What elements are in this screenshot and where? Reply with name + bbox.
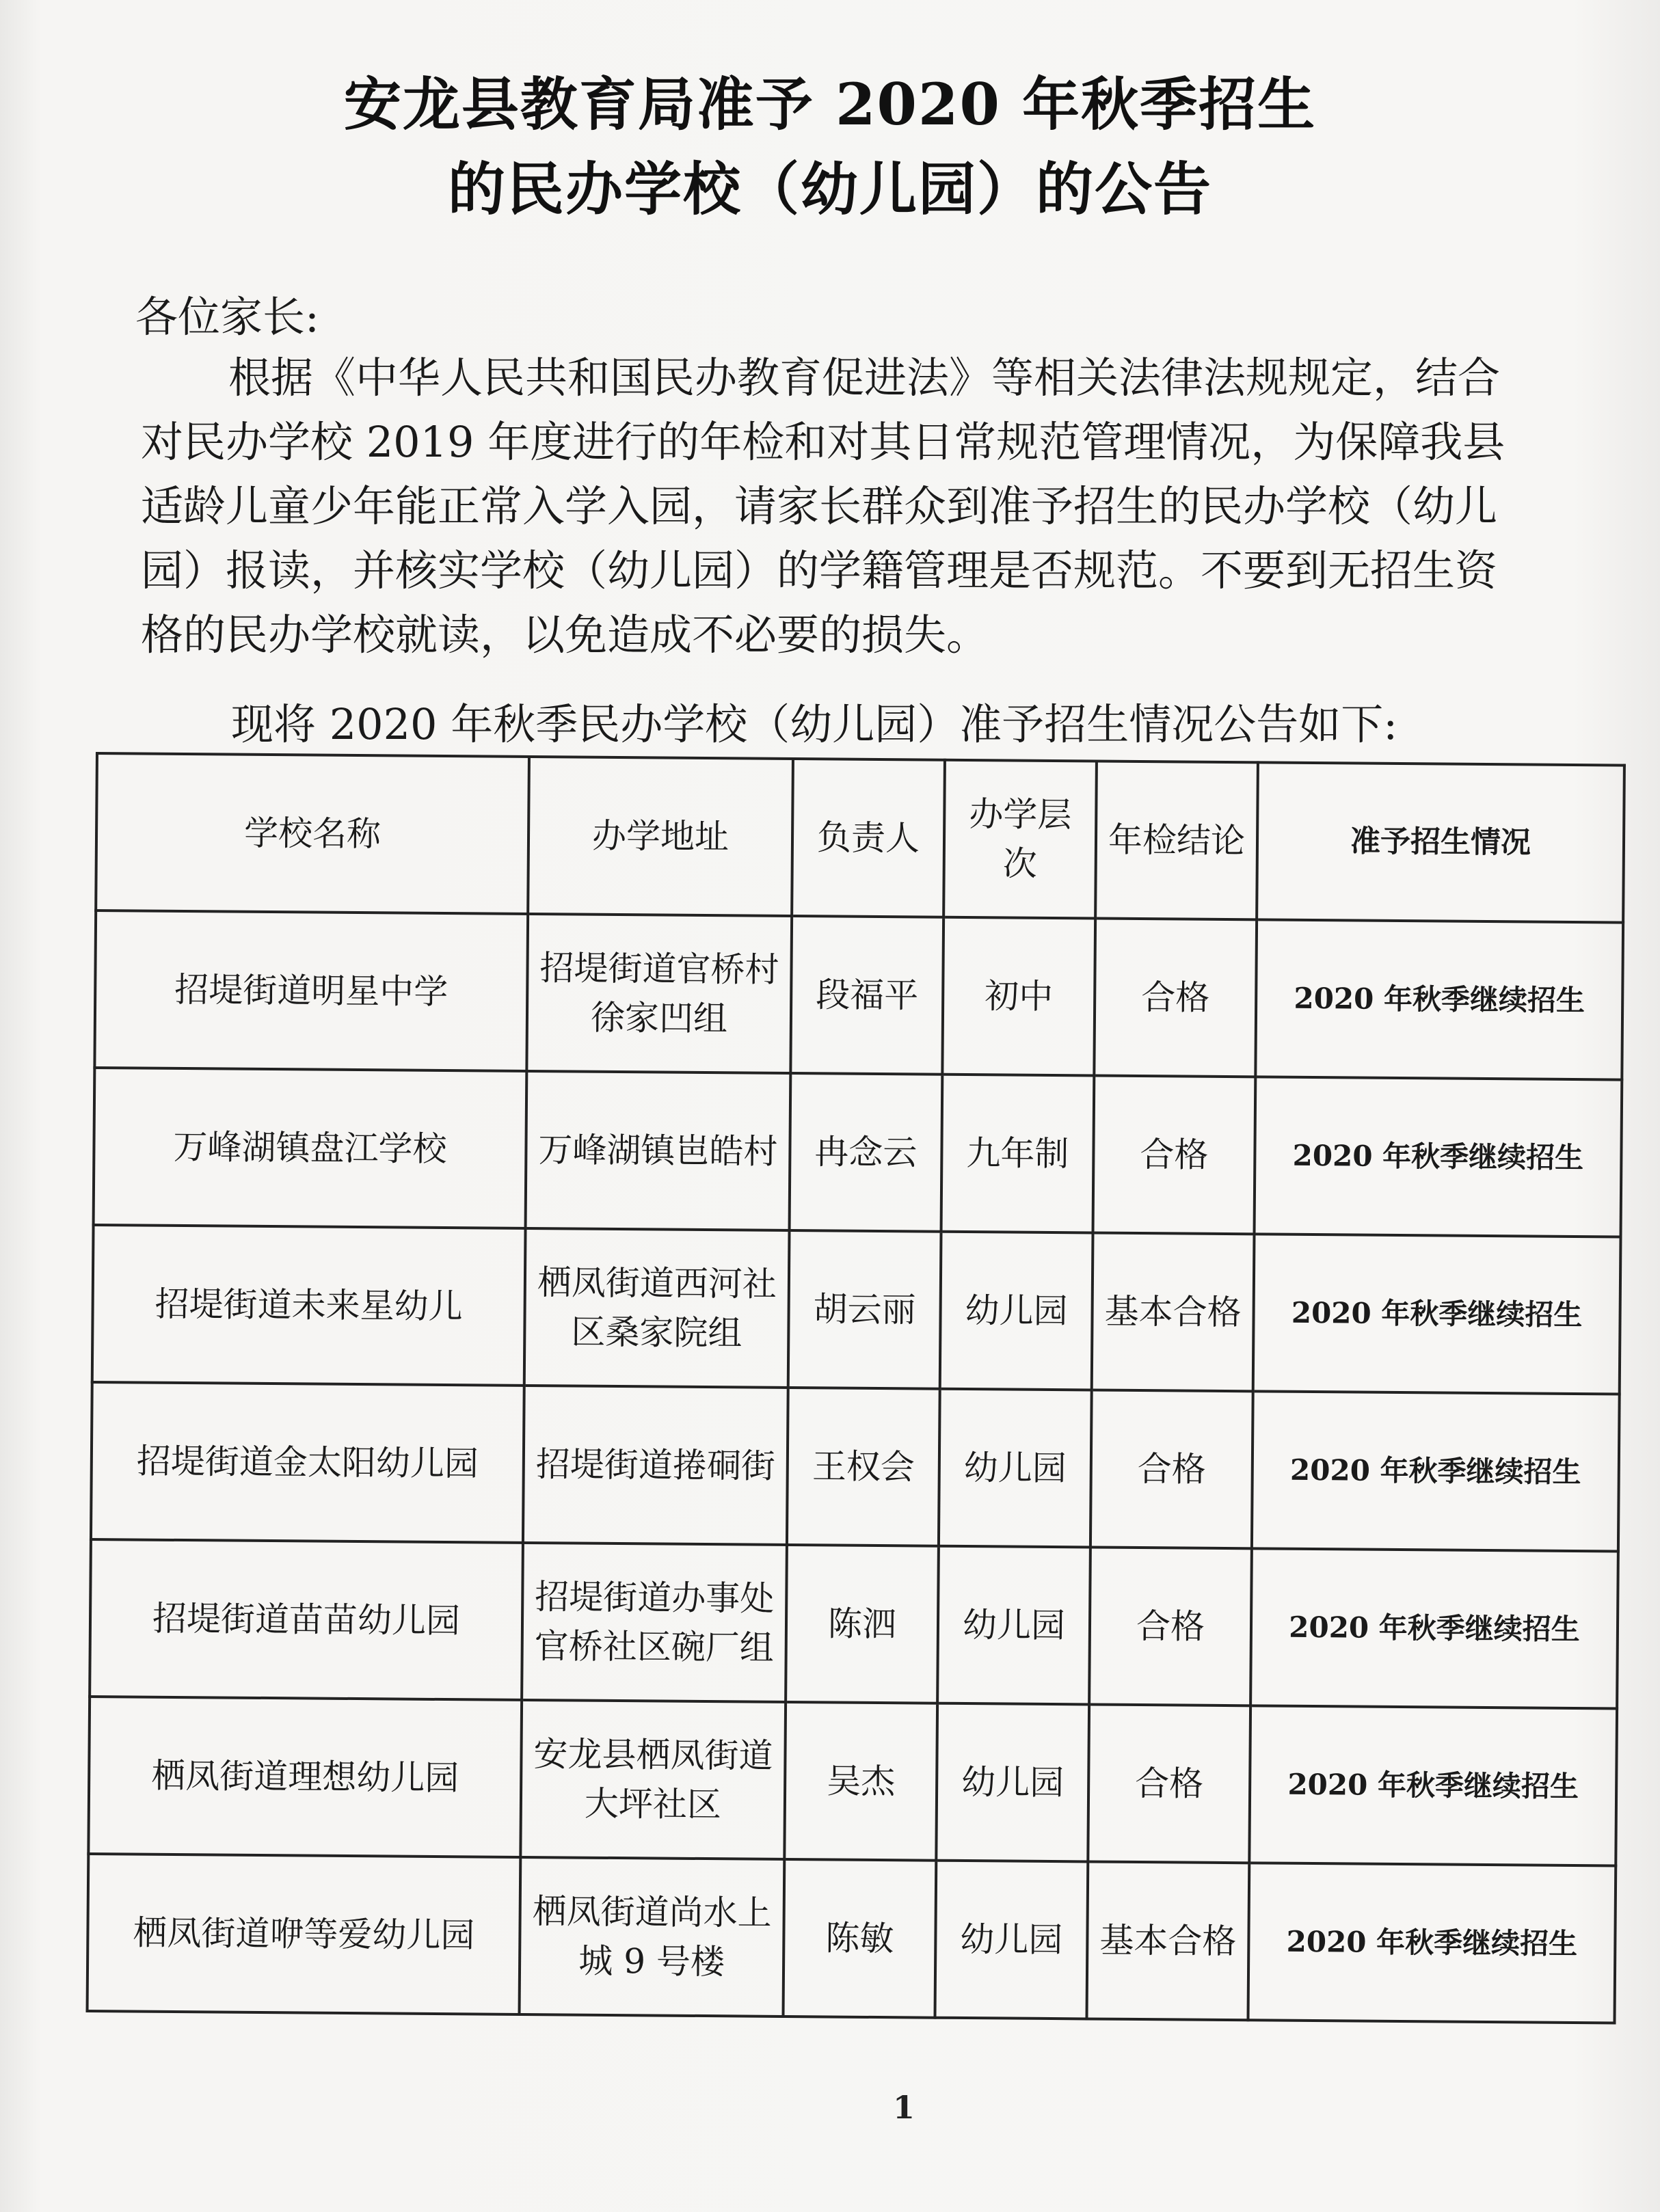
cell-address: 招堤街道官桥村徐家凹组 [526, 914, 792, 1073]
cell-inspection: 合格 [1089, 1547, 1252, 1705]
header-principal: 负责人 [792, 759, 945, 917]
table-row [88, 1697, 1617, 1866]
cell-address: 招堤街道捲硐街 [523, 1386, 788, 1545]
cell-level: 幼儿园 [936, 1703, 1089, 1862]
cell-status: 2020 年秋季继续招生 [1255, 919, 1623, 1079]
school-table [86, 752, 1626, 2025]
cell-principal: 冉念云 [790, 1073, 943, 1232]
cell-address: 安龙县栖凤街道大坪社区 [520, 1700, 786, 1859]
cell-address: 栖凤街道西河社区桑家院组 [524, 1228, 790, 1388]
table-row [91, 1382, 1620, 1552]
cell-level: 幼儿园 [940, 1232, 1093, 1390]
header-school-name: 学校名称 [96, 753, 529, 914]
table-row [94, 911, 1623, 1080]
cell-principal: 陈泗 [786, 1545, 939, 1703]
body-line-2: 对民办学校 2019 年度进行的年检和对其日常规范管理情况，为保障我县 [141, 417, 1505, 467]
body-line-5: 格的民办学校就读，以免造成不必要的损失。 [141, 610, 989, 660]
body-line-3: 适龄儿童少年能正常入学入园，请家长群众到准予招生的民办学校（幼儿 [141, 481, 1498, 531]
cell-level: 幼儿园 [937, 1546, 1090, 1705]
cell-inspection: 合格 [1094, 918, 1257, 1077]
cell-school-name: 栖凤街道理想幼儿园 [88, 1697, 522, 1857]
table-row [90, 1539, 1618, 1709]
table-row [88, 1854, 1616, 2023]
cell-status: 2020 年秋季继续招生 [1252, 1391, 1620, 1551]
cell-principal: 王权会 [787, 1388, 940, 1546]
page-number: 1 [893, 2089, 915, 2126]
table-row [94, 1068, 1622, 1237]
table-header-row [96, 753, 1624, 923]
cell-inspection: 合格 [1088, 1704, 1250, 1863]
cell-status: 2020 年秋季继续招生 [1250, 1548, 1618, 1708]
cell-level: 幼儿园 [939, 1389, 1092, 1548]
header-status: 准予招生情况 [1257, 762, 1624, 922]
cell-level: 九年制 [941, 1075, 1095, 1233]
body-paragraph [141, 346, 1631, 667]
cell-principal: 陈敏 [784, 1859, 937, 2018]
table-intro: 现将 2020 年秋季民办学校（幼儿园）准予招生情况公告如下: [231, 699, 1398, 749]
cell-status: 2020 年秋季继续招生 [1248, 1863, 1616, 2023]
cell-address: 栖凤街道尚水上城 9 号楼 [520, 1857, 785, 2017]
cell-level: 幼儿园 [935, 1861, 1088, 2019]
cell-school-name: 栖凤街道咿等爱幼儿园 [88, 1854, 521, 2014]
cell-inspection: 合格 [1093, 1075, 1256, 1234]
salutation: 各位家长: [135, 292, 319, 342]
table-row [92, 1225, 1621, 1394]
cell-status: 2020 年秋季继续招生 [1253, 1234, 1621, 1394]
header-inspection: 年检结论 [1095, 761, 1258, 919]
cell-school-name: 招堤街道未来星幼儿 [92, 1225, 526, 1386]
cell-school-name: 招堤街道金太阳幼儿园 [91, 1382, 524, 1543]
cell-principal: 吴杰 [784, 1702, 937, 1861]
document-title-line-1: 安龙县教育局准予 2020 年秋季招生 [343, 70, 1317, 138]
cell-inspection: 合格 [1090, 1390, 1253, 1548]
header-address: 办学地址 [528, 757, 793, 916]
body-line-4: 园）报读，并核实学校（幼儿园）的学籍管理是否规范。不要到无招生资 [141, 545, 1498, 595]
document-title-line-2: 的民办学校（幼儿园）的公告 [447, 155, 1212, 223]
cell-address: 万峰湖镇岜皓村 [526, 1071, 791, 1230]
cell-school-name: 招堤街道苗苗幼儿园 [90, 1539, 523, 1700]
cell-principal: 段福平 [790, 916, 943, 1075]
cell-school-name: 招堤街道明星中学 [94, 911, 528, 1071]
cell-inspection: 基本合格 [1086, 1861, 1249, 2020]
cell-principal: 胡云丽 [788, 1230, 941, 1389]
cell-school-name: 万峰湖镇盘江学校 [94, 1068, 527, 1228]
cell-level: 初中 [942, 917, 1095, 1076]
header-level: 办学层次 [943, 760, 1097, 919]
cell-status: 2020 年秋季继续招生 [1255, 1077, 1622, 1237]
body-line-1: 根据《中华人民共和国民办教育促进法》等相关法律法规规定，结合 [228, 353, 1501, 403]
cell-address: 招堤街道办事处官桥社区碗厂组 [522, 1543, 787, 1702]
cell-inspection: 基本合格 [1092, 1232, 1255, 1391]
cell-status: 2020 年秋季继续招生 [1249, 1705, 1617, 1865]
